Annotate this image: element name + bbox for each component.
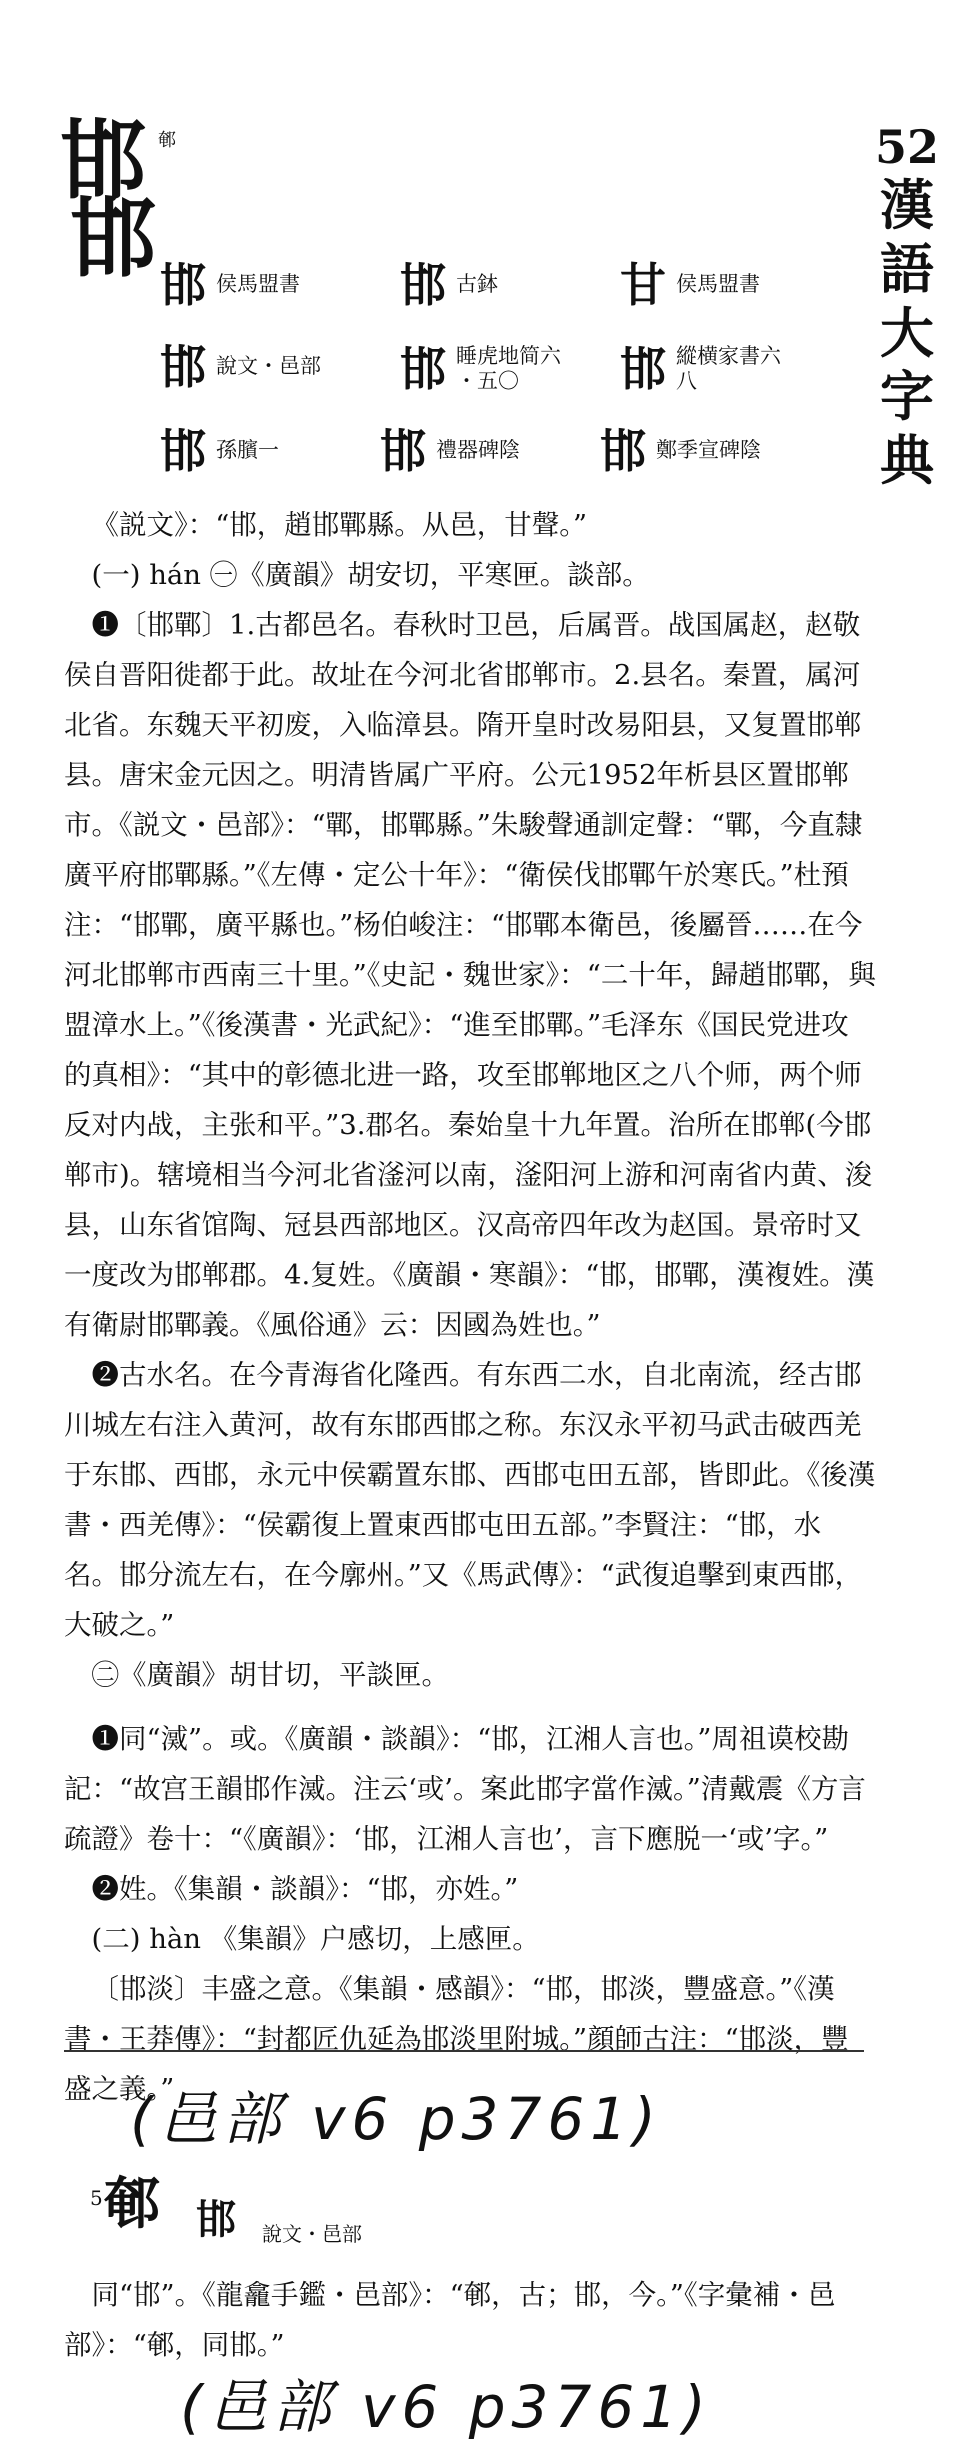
ancient-glyph: 甘 xyxy=(620,258,666,312)
ancient-glyph: 邯 xyxy=(400,342,446,397)
ancient-glyph: 邯 xyxy=(620,342,666,397)
form-source: 縱横家書六 八 xyxy=(676,344,781,394)
ancient-form xyxy=(400,342,561,397)
form-source: 侯馬盟書 xyxy=(216,272,300,297)
ancient-form xyxy=(160,424,279,478)
form-source: 孫臏一 xyxy=(216,438,279,463)
entry-paragraph: 《説文》：“邯，趙邯鄲縣。从邑，甘聲。” xyxy=(91,509,588,541)
form-source: 鄭季宣碑陰 xyxy=(656,438,761,463)
title-char: 典 xyxy=(880,428,934,493)
headword-char-traditional: 邯 xyxy=(70,188,156,289)
title-char: 大 xyxy=(880,300,934,365)
entry-paragraph: ㊁《廣韻》胡甘切，平談匣。 xyxy=(91,1659,449,1691)
ancient-form xyxy=(380,424,520,478)
separator-line xyxy=(64,2050,864,2052)
title-char: 漢 xyxy=(880,173,934,238)
form-source: 睡虎地简六 ・五〇 xyxy=(456,344,561,394)
ancient-form xyxy=(600,424,761,478)
handwritten-note: (邑部 v6 p3761) xyxy=(180,2373,712,2441)
entry-paragraph: ❷古水名。在今青海省化隆西。有东西二水，自北南流，经古邯川城左右注入黄河，故有东邯西邯之称。东汉永平初马武击破西羌于东邯、西邯，永元中侯霸置东邯、西邯屯田五部，皆即此。《後漢書・西羌傳》：“侯霸復上置東西邯屯田五部。”李賢注：“邯，水名。邯分流左右，在今廓州。”又《馬武傳》：“武復追擊到東西邯，大破之。” xyxy=(64,1359,876,1641)
ancient-glyph: 邯 xyxy=(400,258,446,312)
entry-paragraph: ❶〔邯鄲〕1.古都邑名。春秋时卫邑，后属晋。战国属赵，赵敬侯自晋阳徙都于此。故址在今河北省邯郸市。2.县名。秦置，属河北省。东魏天平初废，入临漳县。隋开皇时改易阳县，又复置邯郸县。唐宋金元因之。明清皆属广平府。公元1952年析县区置邯郸市。《説文・邑部》：“鄲，邯鄲縣。”朱駿聲通訓定聲：“鄲，今直隸廣平府邯鄲縣。”《左傳・定公十年》：“衛侯伐邯鄲午於寒氏。”杜預注：“邯鄲，廣平縣也。”杨伯峻注：“邯鄲本衛邑，後屬晉……在今河北邯郸市西南三十里。”《史記・魏世家》：“二十年，歸趙邯鄲，與盟漳水上。”《後漢書・光武紀》：“進至邯鄲。”毛泽东《国民党进攻的真相》：“其中的彰德北进一路，攻至邯郸地区之八个师，两个师反对内战，主张和平。”3.郡名。秦始皇十九年置。治所在邯郸(今邯郸市)。辖境相当今河北省滏河以南，滏阳河上游和河南省内黄、浚县，山东省馆陶、冠县西部地区。汉高帝四年改为赵国。景帝时又一度改为邯郸郡。4.复姓。《廣韻・寒韻》：“邯，邯鄲，漢複姓。漢有衛尉邯鄲義。《風俗通》云：因國為姓也。” xyxy=(64,609,876,1341)
ancient-form xyxy=(620,258,760,312)
entry-paragraph: 同“邯”。《龍龕手鑑・邑部》：“䣍，古；邯，今。”《字彙補・邑部》：“䣍，同邯。” xyxy=(64,2279,836,2361)
entry-paragraph: (二) hàn 《集韻》户感切，上感匣。 xyxy=(91,1923,540,1955)
stroke-count: 5 xyxy=(90,2186,103,2210)
form-source: 侯馬盟書 xyxy=(676,272,760,297)
ancient-glyph: 邯 xyxy=(160,258,206,312)
ancient-glyph: 邯 xyxy=(380,424,426,478)
ancient-form xyxy=(160,340,321,394)
entry-paragraph: (一) hán ㊀《廣韻》胡安切，平寒匣。談部。 xyxy=(91,559,650,591)
headword-char: 邯 xyxy=(60,110,146,211)
ancient-form xyxy=(160,258,300,312)
page-number: 52 xyxy=(874,120,939,174)
entry-paragraph: ❷姓。《集韻・談韻》：“邯，亦姓。” xyxy=(91,1873,519,1905)
ancient-glyph: 邯 xyxy=(196,2196,236,2243)
ancient-glyph: 邯 xyxy=(600,424,646,478)
variant-char: 䣍 xyxy=(158,130,176,151)
entry-paragraph: 〔邯淡〕丰盛之意。《集韻・感韻》：“邯，邯淡，豐盛意。”《漢書・王莽傳》：“封都匠仇延為邯淡里附城。”顔師古注：“邯淡，豐盛之義。” xyxy=(64,1973,849,2105)
ancient-glyph: 邯 xyxy=(160,340,206,394)
ancient-form xyxy=(620,342,781,397)
entry-paragraph: ❶同“㵄”。或。《廣韻・談韻》：“邯，江湘人言也。”周祖谟校勘記：“故宫王韻邯作㵄。注云‘或’。案此邯字當作㵄。”清戴震《方言疏證》卷十：“《廣韻》：‘邯，江湘人言也’，言下應脱一‘或’字。” xyxy=(64,1723,866,1855)
ancient-glyph: 邯 xyxy=(160,424,206,478)
second-headword: 䣍 xyxy=(104,2171,160,2237)
handwritten-note: (邑部 v6 p3761) xyxy=(130,2085,662,2153)
ancient-form xyxy=(400,258,498,312)
entry-body xyxy=(64,500,876,2114)
dictionary-title-vertical xyxy=(874,120,940,493)
ancient-forms-grid xyxy=(150,258,810,502)
title-char: 語 xyxy=(880,236,934,301)
form-source: 禮器碑陰 xyxy=(436,438,520,463)
form-source: 說文・邑部 xyxy=(216,354,321,379)
second-entry-body xyxy=(64,2270,876,2370)
form-source: 說文・邑部 xyxy=(262,2222,362,2246)
form-source: 古鉢 xyxy=(456,272,498,297)
title-char: 字 xyxy=(880,364,934,429)
